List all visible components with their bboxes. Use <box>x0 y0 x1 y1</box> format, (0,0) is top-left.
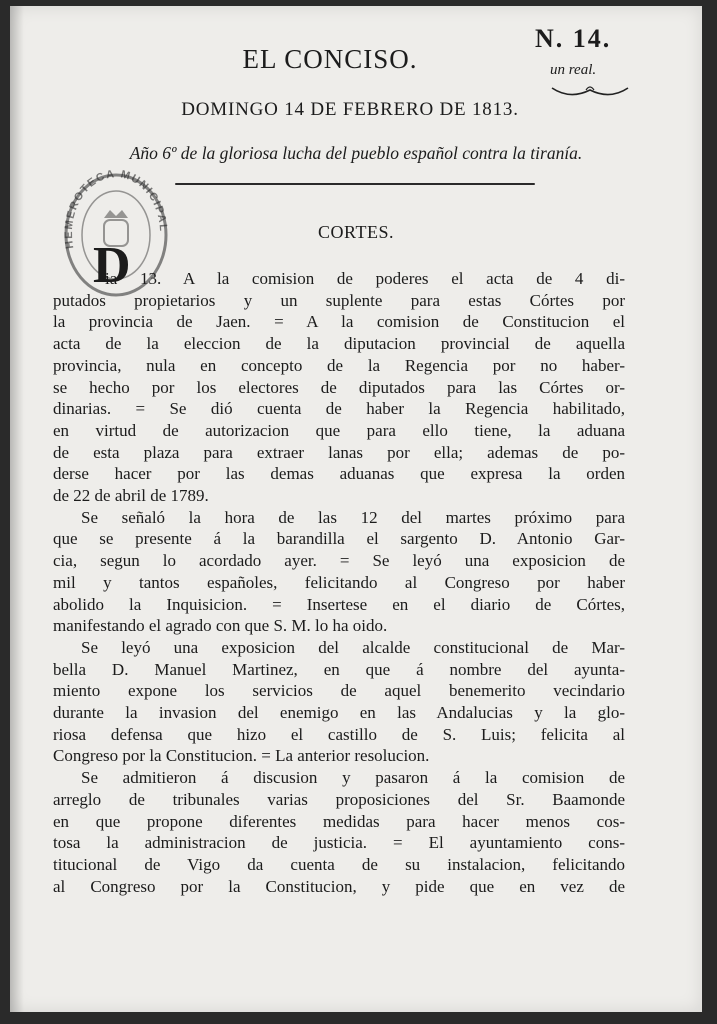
article-body <box>53 268 625 897</box>
article-line: al Congreso por la Constitucion, y pide que en vez de <box>53 876 625 896</box>
article-line: abolido la Inquisicion. = Insertese en el diario de Córtes, <box>53 594 625 614</box>
article-line: de esta plaza para extraer lanas por ella; ademas de po- <box>53 442 625 462</box>
article-line: en virtud de autorizacion que para ello tiene, la aduana <box>53 420 625 440</box>
article-line: en que propone diferentes medidas para hacer menos cos- <box>53 811 625 831</box>
article-line: mil y tantos españoles, felicitando al Congreso por haber <box>53 572 625 592</box>
article-line: provincia, nula en concepto de la Regencia por no haber- <box>53 355 625 375</box>
article-line: que se presente á la barandilla el sargento D. Antonio Gar- <box>53 529 625 549</box>
article-line: arreglo de tribunales varias proposiciones del Sr. Baamonde <box>53 789 625 809</box>
article-line: acta de la eleccion de la diputacion provincial de aquella <box>53 334 625 354</box>
article-line: putados propietarios y un suplente para estas Córtes por <box>53 290 625 310</box>
publication-date: DOMINGO 14 DE FEBRERO DE 1813. <box>181 99 519 120</box>
article-line: riosa defensa que hizo el castillo de S. Luis; felicita al <box>53 724 625 744</box>
library-stamp-text: HEMEROTECA MUNICIPAL <box>62 170 170 250</box>
article-line: manifestando el agrado con que S. M. lo ha oido. <box>53 616 388 636</box>
issue-number: N. 14. <box>535 24 612 53</box>
article-line: de 22 de abril de 1789. <box>53 486 209 506</box>
newspaper-title: EL CONCISO. <box>242 44 418 74</box>
newspaper-motto: Año 6º de la gloriosa lucha del pueblo español contra la tiranía. <box>129 143 583 163</box>
article-line: Se señaló la hora de las 12 del martes próximo para <box>81 507 625 527</box>
article-line: durante la invasion del enemigo en las Andalucias y la glo- <box>53 703 625 723</box>
article-line: ia 13. A la comision de poderes el acta de 4 di- <box>105 269 625 288</box>
header-divider-rule <box>175 183 535 185</box>
article-line: tosa la administracion de justicia. = El ayuntamiento cons- <box>53 833 625 853</box>
article-line: Congreso por la Constitucion. = La anterior resolucion. <box>53 746 430 766</box>
newspaper-page <box>10 6 702 1012</box>
article-line: derse hacer por las demas aduanas que expresa la orden <box>53 464 625 484</box>
section-heading: CORTES. <box>318 222 394 242</box>
issue-price: un real. <box>550 62 597 78</box>
article-line: cia, segun lo acordado ayer. = Se leyó una exposicion de <box>53 551 625 571</box>
article-line: titucional de Vigo da cuenta de su instalacion, felicitando <box>53 854 625 874</box>
article-line: Se admitieron á discusion y pasaron á la comision de <box>81 768 625 788</box>
article-line: se hecho por los electores de diputados para las Córtes or- <box>53 377 625 397</box>
article-line: Se leyó una exposicion del alcalde constitucional de Mar- <box>81 637 625 657</box>
drop-cap-letter: D <box>93 237 131 294</box>
article-line: dinarias. = Se dió cuenta de haber la Regencia habilitado, <box>53 399 625 419</box>
article-line: bella D. Manuel Martinez, en que á nombre del ayunta- <box>53 659 625 679</box>
article-line: miento expone los servicios de aquel benemerito vecindario <box>53 681 625 701</box>
article-line: la provincia de Jaen. = A la comision de Constitucion el <box>53 312 625 332</box>
